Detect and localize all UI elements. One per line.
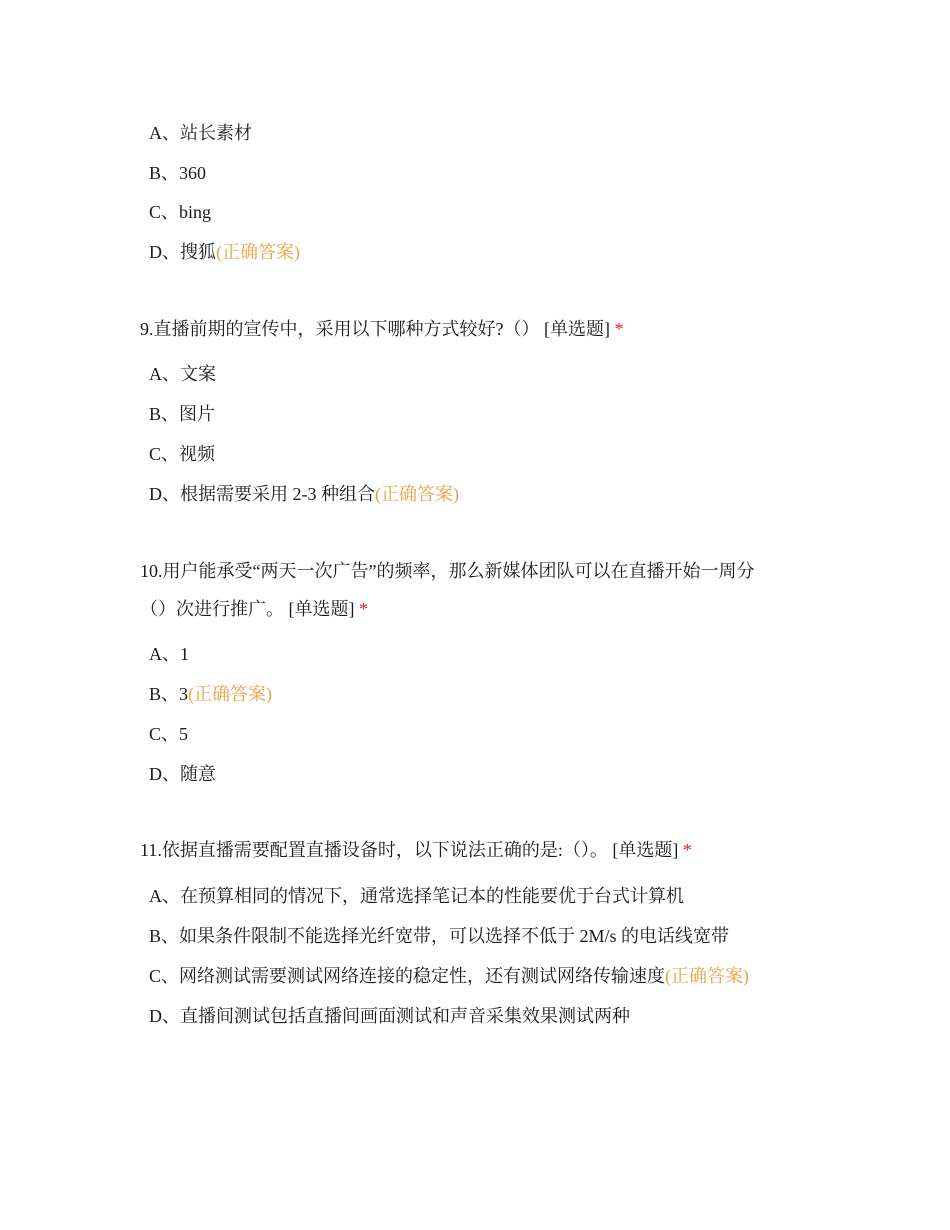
option-label: C、bing [149, 202, 212, 222]
question-text: （）次进行推广。 [140, 599, 284, 619]
option-label: C、视频 [149, 444, 216, 464]
question-type-label: [单选题] [612, 840, 679, 860]
option-label: A、站长素材 [149, 123, 252, 143]
option-label: D、直播间测试包括直播间画面测试和声音采集效果测试两种 [149, 1006, 630, 1026]
option-label: D、根据需要采用 2-3 种组合 [149, 484, 375, 504]
option-label: A、1 [149, 644, 189, 664]
option-10-c[interactable] [149, 722, 188, 746]
option-11-d[interactable] [149, 1004, 630, 1028]
required-mark: * [359, 599, 368, 619]
option-8-b[interactable] [149, 161, 206, 185]
question-type-label: [单选题] [288, 599, 355, 619]
question-title [140, 317, 624, 341]
option-11-a[interactable] [149, 884, 684, 908]
option-label: C、网络测试需要测试网络连接的稳定性，还有测试网络传输速度 [149, 966, 666, 986]
option-11-c[interactable] [149, 964, 749, 988]
option-9-d[interactable] [149, 482, 459, 506]
option-label: A、文案 [149, 364, 216, 384]
required-mark: * [614, 319, 624, 339]
option-9-c[interactable] [149, 442, 215, 466]
question-text: 10.用户能承受“两天一次广告”的频率，那么新媒体团队可以在直播开始一周分 [140, 561, 755, 581]
option-label: B、3 [149, 684, 189, 704]
option-8-a[interactable] [149, 121, 252, 145]
option-9-b[interactable] [149, 402, 215, 426]
option-label: D、随意 [149, 764, 216, 784]
question-title [140, 838, 692, 862]
option-label: D、搜狐 [149, 242, 216, 262]
option-8-c[interactable] [149, 200, 211, 224]
option-label: A、在预算相同的情况下，通常选择笔记本的性能要优于台式计算机 [149, 886, 684, 906]
option-label: B、如果条件限制不能选择光纤宽带，可以选择不低于 2M/s 的电话线宽带 [149, 926, 730, 946]
option-10-d[interactable] [149, 762, 216, 786]
question-text: 11.依据直播需要配置直播设备时，以下说法正确的是:（）。 [140, 840, 608, 860]
option-8-d[interactable] [149, 240, 300, 264]
correct-answer-tag: (正确答案) [188, 684, 273, 704]
question-text: 9.直播前期的宣传中，采用以下哪种方式较好?（） [140, 319, 540, 339]
question-title [140, 559, 754, 583]
option-label: B、360 [149, 163, 207, 183]
correct-answer-tag: (正确答案) [375, 484, 459, 504]
option-9-a[interactable] [149, 362, 216, 386]
option-label: C、5 [149, 724, 189, 744]
option-10-b[interactable] [149, 682, 272, 706]
option-10-a[interactable] [149, 642, 189, 666]
question-title-continued [140, 597, 368, 621]
correct-answer-tag: (正确答案) [216, 242, 300, 262]
required-mark: * [682, 840, 692, 860]
option-11-b[interactable] [149, 924, 729, 948]
option-label: B、图片 [149, 404, 216, 424]
correct-answer-tag: (正确答案) [665, 966, 750, 986]
question-type-label: [单选题] [544, 319, 610, 339]
